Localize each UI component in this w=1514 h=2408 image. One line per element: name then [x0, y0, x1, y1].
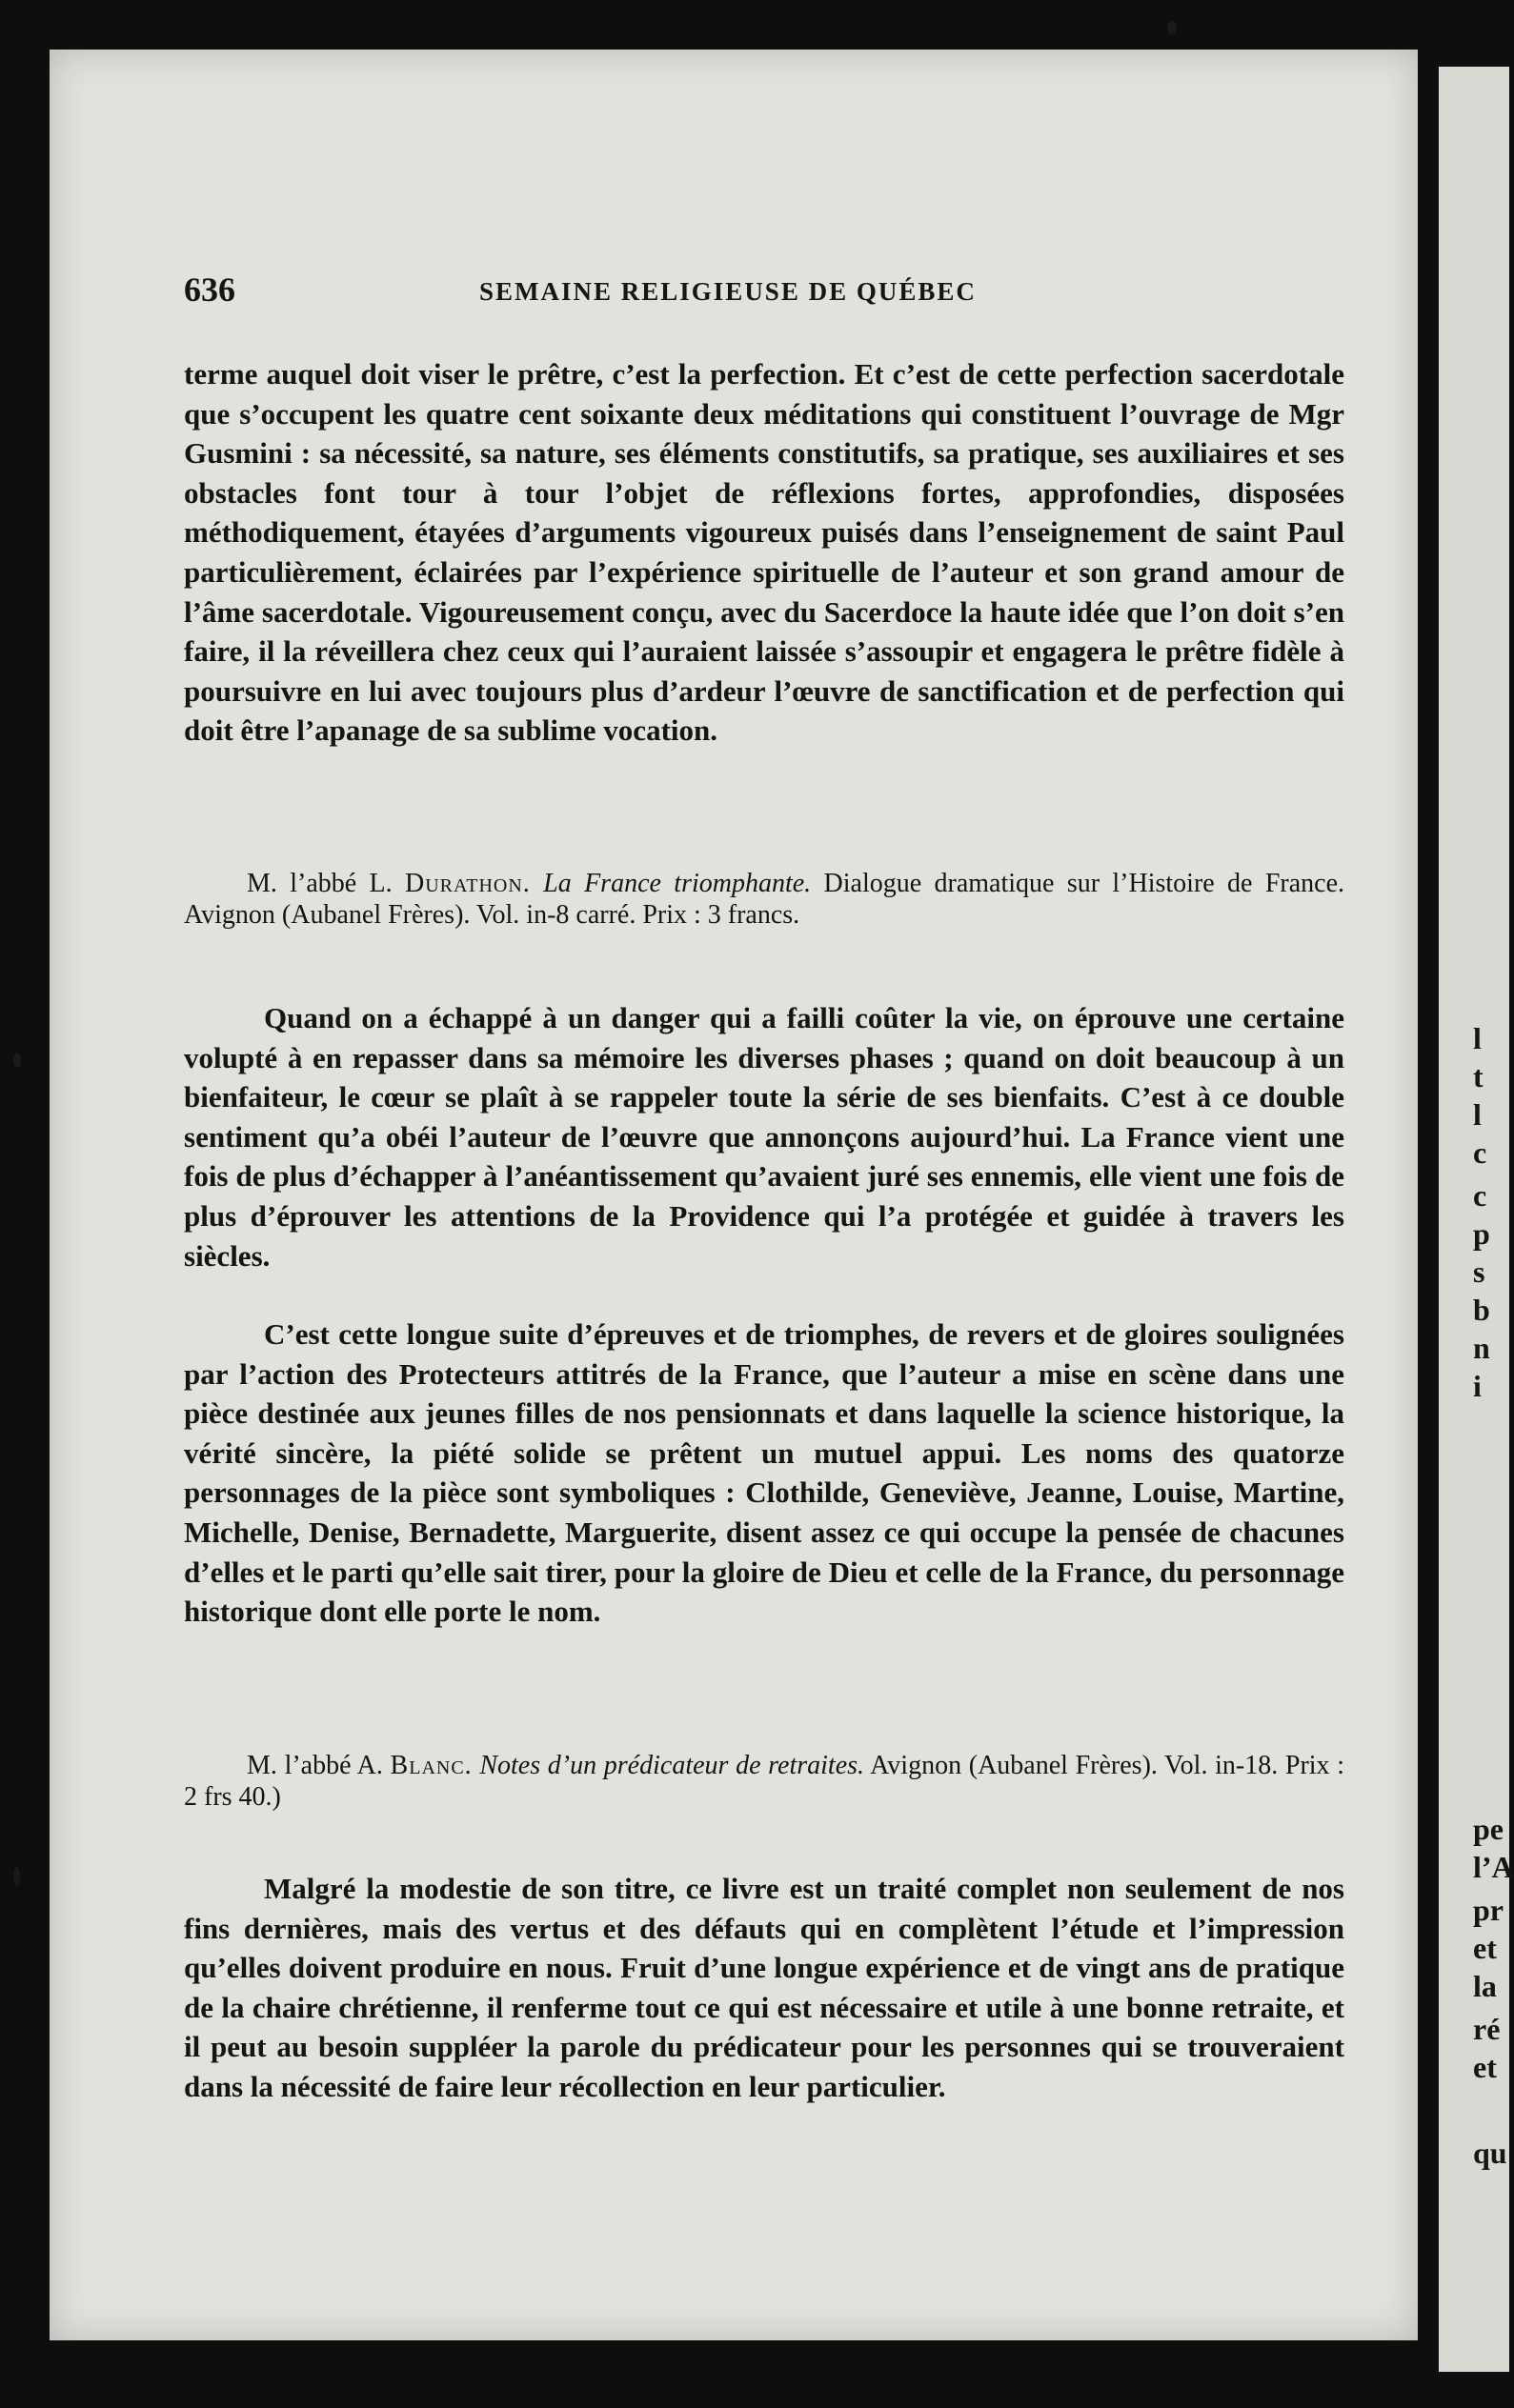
adjacent-text-fragment: l’A: [1473, 1850, 1514, 1884]
adjacent-text-fragment: ré: [1473, 2012, 1501, 2046]
paragraph-2: Quand on a échappé à un danger qui a failli coûter la vie, on éprouve une certaine volupté à en repasser dans sa mémoire les diverses phases ; quand on doit beaucoup à un bienfaiteur, le cœur se plaît à se rappeler toute la série de ses bienfaits. C’est à ce double sentiment qu’a obéi l’auteur de l’œuvre que annonçons aujourd’hui. La France vient une fois de plus d’échapper à l’anéantissement qu’avaient juré ses ennemis, elle vient une fois de plus d’éprouver les attentions de la Providence qui l’a protégée et guidée à travers les siècles.: [184, 1001, 1344, 1273]
paragraph-3: C’est cette longue suite d’épreuves et de triomphes, de revers et de gloires soulignées par l’action des Protecteurs attitrés de la France, que l’auteur a mise en scène dans une pièce destinée aux jeunes filles de nos pensionnats et dans laquelle la science historique, la vérité sincère, la piété solide se prêtent un mutuel appui. Les noms des quatorze personnages de la pièce sont symboliques : Clothilde, Geneviève, Jeanne, Louise, Martine, Michelle, Denise, Bernadette, Marguerite, disent assez ce qui occupe la pensée de chacunes d’elles et le parti qu’elle sait tirer, pour la gloire de Dieu et celle de la France, du personnage historique dont elle porte le nom.: [184, 1317, 1344, 1629]
scan-speck: [13, 1053, 21, 1068]
adjacent-text-fragment: c: [1473, 1135, 1487, 1170]
adjacent-text-fragment: pe: [1473, 1812, 1504, 1846]
adjacent-text-fragment: c: [1473, 1178, 1487, 1213]
reference-author: Durathon.: [405, 869, 531, 898]
paragraph-4: Malgré la modestie de son titre, ce livre est un traité complet non seulement de nos fins dernières, mais des vertus et des défauts qui en complètent l’étude et l’impression qu’elles doivent produire en nous. Fruit d’une longue expérience et de vingt ans de pratique de la chaire chrétienne, il renferme tout ce qui est nécessaire et utile à une bonne retraite, et il peut au besoin suppléer la parole du prédicateur pour les personnes qui se trouveraient dans la nécessité de faire leur récollection en leur particulier.: [184, 1872, 1344, 2103]
adjacent-text-fragment: pr: [1473, 1893, 1504, 1927]
book-reference-2: [184, 1750, 1344, 1813]
reference-author: Blanc.: [390, 1751, 473, 1780]
reference-title: La France triomphante.: [543, 869, 812, 898]
reference-prefix: M. l’abbé L.: [247, 869, 406, 898]
adjacent-text-fragment: et: [1473, 1931, 1497, 1965]
reference-details: Avignon (Aubanel Frères). Vol. in-18. Prix : 2 frs 40.): [184, 1751, 1345, 1812]
adjacent-text-fragment: t: [1473, 1059, 1484, 1094]
adjacent-text-fragment: l: [1473, 1021, 1482, 1055]
adjacent-text-fragment: s: [1473, 1254, 1485, 1289]
adjacent-text-fragment: et: [1473, 2050, 1497, 2084]
adjacent-text-fragment: qu: [1473, 2136, 1507, 2170]
adjacent-text-fragment: la: [1473, 1969, 1497, 2003]
page-header: [184, 270, 1344, 315]
reference-details: Dialogue dramatique sur l’Histoire de France. Avignon (Aubanel Frères). Vol. in-8 carré. Prix : 3 francs.: [184, 869, 1345, 930]
reference-prefix: M. l’abbé A.: [247, 1751, 391, 1780]
page-number: 636: [184, 271, 235, 309]
adjacent-text-fragment: i: [1473, 1369, 1482, 1403]
book-reference-1: [184, 868, 1344, 931]
adjacent-text-fragment: n: [1473, 1331, 1490, 1365]
adjacent-text-fragment: l: [1473, 1097, 1482, 1132]
adjacent-text-fragment: p: [1473, 1216, 1490, 1251]
paragraph-1: terme auquel doit viser le prêtre, c’est la perfection. Et c’est de cette perfection sacerdotale que s’occupent les quatre cent soixante deux méditations qui constituent l’ouvrage de Mgr Gusmini : sa nécessité, sa nature, ses éléments constitutifs, sa pratique, ses auxiliaires et ses obstacles font tour à tour l’objet de réflexions fortes, approfondies, disposées méthodiquement, étayées d’arguments vigoureux puisés dans l’enseignement de saint Paul particulièrement, éclairées par l’expérience spirituelle de l’auteur et son grand amour de l’âme sacerdotale. Vigoureusement conçu, avec du Sacerdoce la haute idée que l’on doit s’en faire, il la réveillera chez ceux qui l’auraient laissée s’assoupir et engagera le prêtre fidèle à poursuivre en lui avec toujours plus d’ardeur l’œuvre de sanctification et de perfection qui doit être l’apanage de sa sublime vocation.: [184, 357, 1344, 748]
scan-speck: [13, 1867, 20, 1886]
reference-title: Notes d’un prédicateur de retraites.: [479, 1751, 865, 1780]
running-head: SEMAINE RELIGIEUSE DE QUÉBEC: [479, 277, 977, 306]
adjacent-text-fragment: b: [1473, 1293, 1490, 1327]
scan-speck: [1167, 21, 1177, 34]
